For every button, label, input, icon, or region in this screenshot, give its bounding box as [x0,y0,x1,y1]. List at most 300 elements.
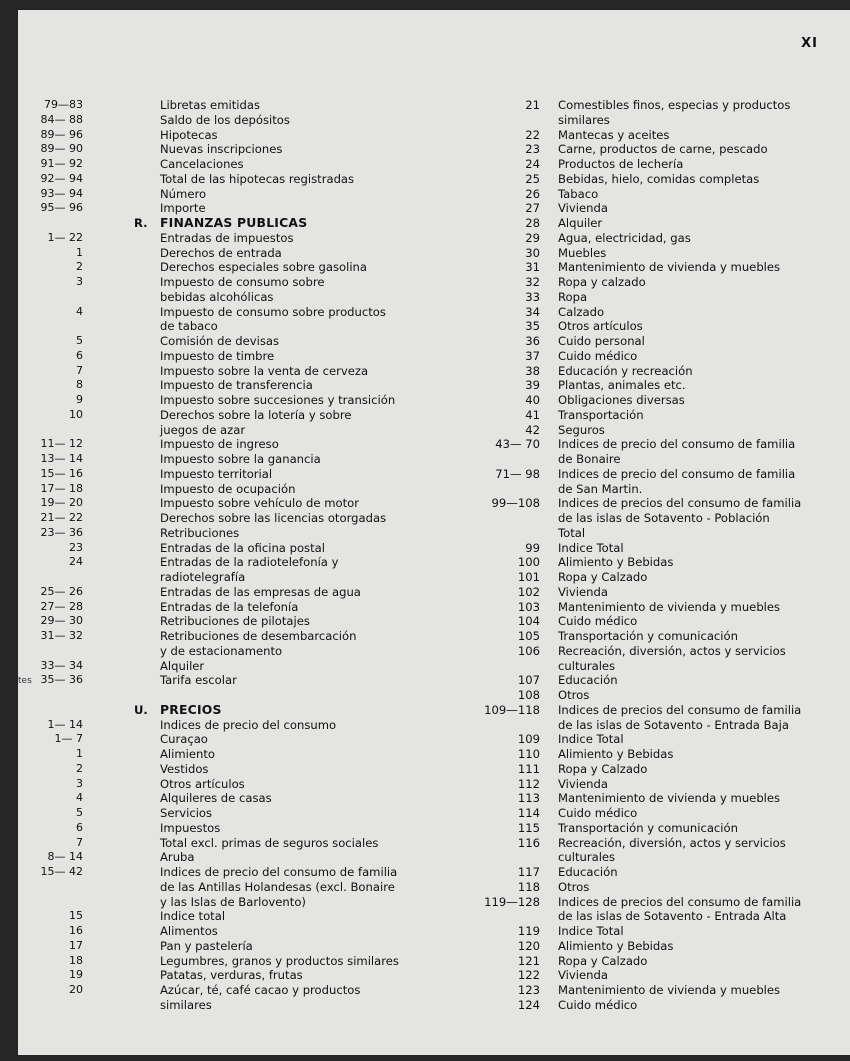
index-entry [26,496,426,511]
index-entry [466,142,848,157]
table-number-range: 84— 88 [40,112,83,126]
table-number-range: 33— 34 [40,658,83,672]
table-number-range: 1 [76,747,83,760]
entry-label: Impuesto de consumo sobre productos [160,304,386,319]
index-entry [26,880,426,895]
table-number-range: 22 [525,127,540,142]
entry-label: Alquiler [160,658,205,673]
entry-label: Transportación y comunicación [558,629,738,643]
index-entry [26,821,426,836]
index-entry [466,378,848,393]
index-entry [26,216,426,231]
index-entry [466,231,848,246]
entry-label: Transportación y comunicación [558,820,738,835]
entry-label: Número [160,186,207,201]
index-entry [466,644,848,659]
index-entry [26,319,426,334]
entry-label: Total [558,525,586,540]
index-entry [26,614,426,629]
table-number-range: 102 [517,584,540,599]
index-entry [466,998,848,1013]
table-number-range: 32 [525,275,540,289]
table-number-range: 112 [517,776,540,791]
entry-label: Alquileres de casas [160,791,272,806]
table-number-range: 21— 22 [40,511,83,524]
index-entry [466,290,848,305]
entry-label: Obligaciones diversas [558,393,685,407]
entry-label: Tarifa escolar [160,673,237,688]
index-entry [26,850,426,865]
entry-label: Calzado [558,304,605,319]
table-number-range: 8— 14 [47,850,83,864]
entry-label: Entradas de la oficina postal [160,540,325,555]
entry-label: radiotelegrafía [160,570,246,584]
index-entry [26,511,426,526]
index-entry [26,246,426,261]
index-entry [26,393,426,408]
index-entry [466,939,848,954]
blank-line [26,688,426,703]
entry-label: de San Martin. [558,481,643,496]
entry-label: Azúcar, té, café cacao y productos [160,983,361,997]
index-entry [26,142,426,157]
index-entry [466,526,848,541]
index-entry [466,260,848,275]
entry-label: Comisión de devisas [160,334,280,348]
index-entry [466,703,848,718]
index-entry [466,747,848,762]
index-entry [466,836,848,851]
index-entry [26,836,426,851]
table-number-range: 11— 12 [40,437,83,451]
table-number-range: 108 [517,688,540,702]
table-number-range: 103 [517,599,540,614]
entry-label: Entradas de las empresas de agua [160,584,361,599]
index-entry [26,467,426,482]
index-entry [26,334,426,349]
index-entry [26,128,426,143]
table-number-range: 114 [517,806,540,820]
entry-label: Legumbres, granos y productos similares [160,953,399,968]
entry-label: Agua, electricidad, gas [558,230,691,245]
index-entry [26,968,426,983]
index-entry [26,113,426,128]
index-entry [466,718,848,733]
table-number-range: 117 [517,865,540,879]
entry-label: Tabaco [558,186,599,201]
index-entry [26,791,426,806]
table-number-range: 118 [517,879,540,894]
index-entry [466,895,848,910]
entry-label: Otros artículos [160,776,245,791]
table-number-range: 104 [517,614,540,629]
table-number-range: 3 [76,776,83,790]
entry-label: Retribuciones de desembarcación [160,629,357,643]
index-entry [466,408,848,423]
entry-label: Aruba [160,850,195,865]
entry-label: Impuesto territorial [160,466,273,481]
entry-label: Indice Total [558,924,624,938]
entry-label: Entradas de la radiotelefonía y [160,555,339,570]
index-entry [466,614,848,629]
table-number-range: 18 [69,953,83,967]
index-entry [466,349,848,364]
entry-label: Indices de precio del consumo de familia [558,466,796,481]
index-entry [466,334,848,349]
entry-label: Indices de precio del consumo [160,717,337,732]
table-number-range: 115 [517,820,540,835]
entry-label: Alimiento [160,747,216,761]
entry-label: Importe [160,201,206,216]
entry-label: Libretas emitidas [160,98,260,112]
entry-label: Curaçao [160,732,208,747]
entry-label: Total excl. primas de seguros sociales [160,835,379,850]
entry-label: Impuesto sobre vehículo de motor [160,496,359,511]
entry-label: de las islas de Sotavento - Población [558,511,770,525]
index-entry [466,364,848,379]
entry-label: Otros artículos [558,319,643,334]
entry-label: de las islas de Sotavento - Entrada Alta [558,909,787,924]
entry-label: Ropa y Calzado [558,570,648,584]
entry-label: de las Antillas Holandesas (excl. Bonaire [160,879,395,894]
entry-label: Ropa y Calzado [558,761,648,776]
table-number-range: 116 [517,835,540,850]
entry-label: similares [160,997,212,1012]
table-number-range: 92— 94 [40,171,83,185]
entry-label: Vivienda [558,201,608,216]
index-entry [26,305,426,320]
index-entry [26,703,426,718]
index-entry [466,187,848,202]
entry-label: Educación y recreación [558,363,693,378]
entry-label: Indices de precio del consumo de familia [558,437,796,452]
entry-label: Recreación, diversión, actos y servicios [558,835,786,850]
table-number-range: 1— 7 [54,732,83,746]
table-number-range: 1— 22 [47,230,83,244]
index-entry [26,732,426,747]
entry-label: similares [558,112,610,127]
index-entry [26,865,426,880]
entry-label: Recreación, diversión, actos y servicios [558,643,786,658]
table-number-range: 25— 26 [40,584,83,598]
table-number-range: 23 [69,540,83,554]
entry-label: Indices de precios del consumo de familia [558,894,802,909]
table-number-range: 120 [517,938,540,953]
table-number-range: 29 [525,230,540,245]
index-entry [26,570,426,585]
index-entry [466,688,848,703]
entry-label: Impuesto de consumo sobre [160,275,325,289]
index-entry [466,659,848,674]
entry-label: Vestidos [160,761,209,776]
section-heading: FINANZAS PUBLICAS [160,215,308,230]
entry-label: Nuevas inscripciones [160,142,283,157]
table-number-range: 35 [525,319,540,334]
index-entry [26,555,426,570]
index-entry [466,909,848,924]
index-entry [466,496,848,511]
entry-label: Cuido médico [558,348,638,363]
entry-label: Pan y pastelería [160,938,253,953]
table-number-range: 17— 18 [40,481,83,495]
table-number-range: 89— 90 [40,142,83,156]
table-number-range: 122 [517,968,540,983]
entry-label: Educación [558,865,618,879]
index-entry [466,924,848,939]
entry-label: Impuesto de transferencia [160,378,313,393]
table-number-range: 10 [69,407,83,421]
table-number-range: 5 [76,806,83,819]
table-number-range: 1— 14 [47,717,83,731]
index-entry [26,275,426,290]
index-entry [26,201,426,216]
table-number-range: 119—128 [484,894,540,909]
entry-label: Cancelaciones [160,157,244,171]
entry-label: Indice total [160,909,226,924]
index-entry [466,762,848,777]
table-number-range: 7 [76,363,83,377]
table-number-range: 31 [525,260,540,275]
entry-label: Derechos especiales sobre gasolina [160,260,368,275]
entry-label: Impuestos [160,820,221,835]
table-number-range: 26 [525,186,540,201]
table-number-range: 41 [525,407,540,422]
index-entry [466,319,848,334]
entry-label: Cuido médico [558,614,638,629]
entry-label: Alimiento y Bebidas [558,747,674,761]
entry-label: Impuesto sobre la venta de cerveza [160,363,369,378]
table-number-range: 24 [525,157,540,171]
index-entry [26,983,426,998]
entry-label: Mantenimiento de vivienda y muebles [558,599,781,614]
table-number-range: 34 [525,304,540,319]
index-right-column [466,98,848,1013]
entry-label: bebidas alcohólicas [160,289,274,304]
table-number-range: 29— 30 [40,614,83,628]
index-entry [26,909,426,924]
table-number-range: 109—118 [484,702,540,717]
index-entry [466,732,848,747]
index-entry [466,201,848,216]
table-number-range: 19— 20 [40,496,83,510]
index-entry [466,968,848,983]
entry-label: Impuesto de timbre [160,348,275,363]
entry-label: Vivienda [558,776,608,791]
table-number-range: 5 [76,334,83,347]
entry-label: Impuesto de ocupación [160,481,296,496]
table-number-range: 123 [517,983,540,997]
index-entry [466,393,848,408]
index-entry [466,629,848,644]
index-entry [466,246,848,261]
table-number-range: 6 [76,820,83,834]
entry-label: de Bonaire [558,452,621,466]
index-entry [466,172,848,187]
entry-label: Productos de lechería [558,157,684,171]
table-number-range: 15— 42 [40,865,83,878]
index-entry [26,762,426,777]
entry-label: Retribuciones de pilotajes [160,614,310,629]
entry-label: Hipotecas [160,127,218,142]
document-page [18,10,850,1055]
entry-label: Ropa [558,289,588,304]
table-number-range: 107 [517,673,540,688]
table-number-range: 105 [517,629,540,643]
index-entry [26,364,426,379]
table-number-range: 2 [76,260,83,274]
table-number-range: 15— 16 [40,466,83,480]
entry-label: Impuesto sobre la ganancia [160,452,321,466]
entry-label: Indices de precios del consumo de familia [558,702,802,717]
entry-label: Muebles [558,245,607,260]
entry-label: Cuido médico [558,997,638,1012]
table-number-range: 124 [517,997,540,1012]
index-entry [26,482,426,497]
table-number-range: 38 [525,363,540,378]
index-entry [26,260,426,275]
table-number-range: 111 [517,761,540,776]
index-entry [26,452,426,467]
table-number-range: 71— 98 [495,466,540,481]
index-entry [26,172,426,187]
table-number-range: 24 [69,555,83,569]
index-entry [466,437,848,452]
table-number-range: 110 [517,747,540,761]
entry-label: Saldo de los depósitos [160,112,290,127]
section-letter: R. [134,216,148,230]
entry-label: Mantenimiento de vivienda y muebles [558,791,781,806]
table-number-range: 3 [76,275,83,288]
table-number-range: 99—108 [491,496,540,511]
entry-label: Retribuciones [160,525,240,540]
table-number-range: 20 [69,983,83,996]
entry-label: Seguros [558,422,605,437]
entry-label: Comestibles finos, especias y productos [558,98,791,112]
table-number-range: 43— 70 [495,437,540,452]
margin-note: tes [18,676,32,686]
table-number-range: 4 [76,304,83,318]
table-number-range: 33 [525,289,540,304]
index-entry [466,305,848,320]
entry-label: Ropa y Calzado [558,953,648,968]
table-number-range: 19 [69,968,83,982]
entry-label: Cuido personal [558,334,645,348]
index-entry [26,924,426,939]
index-entry [26,895,426,910]
table-number-range: 13— 14 [40,452,83,465]
entry-label: Servicios [160,806,213,820]
index-entry [466,275,848,290]
entry-label: Educación [558,673,618,688]
index-entry [466,216,848,231]
entry-label: Patatas, verduras, frutas [160,968,303,983]
entry-label: Total de las hipotecas registradas [160,171,355,186]
index-entry [26,378,426,393]
entry-label: Alimiento y Bebidas [558,555,674,570]
index-entry [26,673,426,688]
entry-label: de las islas de Sotavento - Entrada Baja [558,717,789,732]
table-number-range: 27 [525,201,540,216]
table-number-range: 15 [69,909,83,923]
index-entry [466,555,848,570]
table-number-range: 95— 96 [40,201,83,215]
entry-label: Otros [558,879,590,894]
table-number-range: 106 [517,643,540,658]
table-number-range: 7 [76,835,83,849]
table-number-range: 89— 96 [40,127,83,141]
table-number-range: 99 [525,540,540,555]
index-entry [466,98,848,113]
index-left-column [26,98,426,1013]
index-entry [26,718,426,733]
entry-label: Alimiento y Bebidas [558,938,674,953]
entry-label: de tabaco [160,319,218,334]
table-number-range: 119 [517,924,540,938]
entry-label: Derechos sobre la lotería y sobre [160,407,352,422]
index-entry [26,998,426,1013]
table-number-range: 109 [517,732,540,747]
table-number-range: 79—83 [44,98,83,111]
entry-label: Indices de precio del consumo de familia [160,865,398,879]
index-entry [466,600,848,615]
index-entry [466,570,848,585]
table-number-range: 113 [517,791,540,806]
index-entry [466,541,848,556]
entry-label: Entradas de la telefonía [160,599,299,614]
index-entry [26,629,426,644]
index-entry [466,850,848,865]
index-entry [466,777,848,792]
entry-label: Derechos sobre las licencias otorgadas [160,511,387,525]
index-entry [466,880,848,895]
entry-label: Mantecas y aceites [558,127,670,142]
index-entry [26,806,426,821]
table-number-range: 91— 92 [40,157,83,170]
index-entry [26,437,426,452]
entry-label: Vivienda [558,584,608,599]
index-entry [26,408,426,423]
index-entry [466,806,848,821]
entry-label: Entradas de impuestos [160,230,294,245]
table-number-range: 36 [525,334,540,348]
entry-label: Transportación [558,407,644,422]
index-entry [466,452,848,467]
table-number-range: 6 [76,348,83,362]
index-entry [26,290,426,305]
entry-label: y de estacionamento [160,643,283,658]
index-entry [26,349,426,364]
entry-label: Impuesto de ingreso [160,437,279,452]
table-number-range: 31— 32 [40,629,83,642]
entry-label: Indice Total [558,540,624,555]
table-number-range: 16 [69,924,83,937]
entry-label: Alimentos [160,924,218,938]
index-entry [466,467,848,482]
index-entry [26,423,426,438]
entry-label: culturales [558,850,616,865]
entry-label: Mantenimiento de vivienda y muebles [558,983,781,997]
index-entry [26,585,426,600]
table-number-range: 42 [525,422,540,437]
index-entry [26,747,426,762]
index-entry [26,187,426,202]
entry-label: Vivienda [558,968,608,983]
table-number-range: 30 [525,245,540,260]
table-number-range: 27— 28 [40,599,83,613]
table-number-range: 23 [525,142,540,157]
index-entry [466,954,848,969]
table-number-range: 23— 36 [40,525,83,539]
